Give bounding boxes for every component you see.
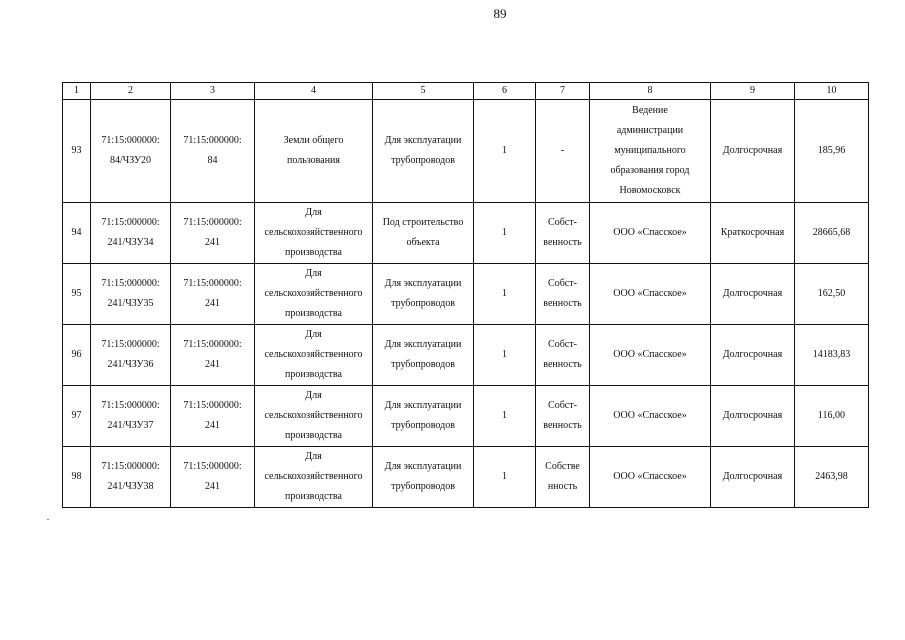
- count-cell: [474, 325, 536, 386]
- count-text: 1: [502, 145, 507, 156]
- row-number-text: 96: [71, 349, 82, 360]
- new-cadastral-number-text: 71:15:000000: 84/ЧЗУ20: [101, 135, 160, 166]
- land-category-cell: [255, 203, 373, 264]
- new-cadastral-number-cell: [91, 264, 171, 325]
- land-category-cell: [255, 386, 373, 447]
- land-category-text: Для сельскохозяйственного производства: [264, 451, 363, 502]
- land-category-text: Для сельскохозяйственного производства: [264, 329, 363, 380]
- land-category-text: Для сельскохозяйственного производства: [264, 268, 363, 319]
- new-cadastral-number-cell: [91, 447, 171, 508]
- row-number-cell: [63, 386, 91, 447]
- term-cell: [711, 100, 795, 203]
- header-col-9: 9: [711, 83, 795, 100]
- source-cadastral-number-cell: [171, 325, 255, 386]
- permitted-use-cell: [373, 203, 474, 264]
- source-cadastral-number-text: 71:15:000000: 241: [183, 461, 242, 492]
- term-cell: [711, 325, 795, 386]
- right-holder-cell: [590, 447, 711, 508]
- table-row: [63, 447, 869, 508]
- area-cell: [795, 203, 869, 264]
- right-holder-text: ООО «Спасское»: [613, 227, 687, 238]
- new-cadastral-number-text: 71:15:000000: 241/ЧЗУ34: [101, 217, 160, 248]
- permitted-use-text: Для эксплуатации трубопроводов: [384, 400, 462, 431]
- count-cell: [474, 100, 536, 203]
- row-number-cell: [63, 264, 91, 325]
- area-text: 162,50: [817, 288, 846, 299]
- row-number-cell: [63, 447, 91, 508]
- right-type-cell: [536, 100, 590, 203]
- right-type-cell: [536, 203, 590, 264]
- term-text: Краткосрочная: [720, 227, 785, 238]
- source-cadastral-number-cell: [171, 100, 255, 203]
- source-cadastral-number-text: 71:15:000000: 84: [183, 135, 242, 166]
- right-holder-cell: [590, 100, 711, 203]
- term-text: Долгосрочная: [722, 145, 783, 156]
- header-row: [63, 83, 869, 100]
- row-number-text: 97: [71, 410, 82, 421]
- right-holder-text: Ведение администрации муниципального образования город Новомосковск: [610, 105, 690, 196]
- count-text: 1: [502, 288, 507, 299]
- land-category-text: Для сельскохозяйственного производства: [264, 207, 363, 258]
- header-col-7: 7: [536, 83, 590, 100]
- term-text: Долгосрочная: [722, 349, 783, 360]
- term-text: Долгосрочная: [722, 471, 783, 482]
- term-cell: [711, 386, 795, 447]
- new-cadastral-number-text: 71:15:000000: 241/ЧЗУ36: [101, 339, 160, 370]
- area-cell: [795, 386, 869, 447]
- land-category-cell: [255, 325, 373, 386]
- land-category-text: Для сельскохозяйственного производства: [264, 390, 363, 441]
- count-text: 1: [502, 410, 507, 421]
- right-type-cell: [536, 386, 590, 447]
- new-cadastral-number-text: 71:15:000000: 241/ЧЗУ37: [101, 400, 160, 431]
- term-text: Долгосрочная: [722, 288, 783, 299]
- header-col-10: 10: [795, 83, 869, 100]
- row-number-cell: [63, 203, 91, 264]
- new-cadastral-number-text: 71:15:000000: 241/ЧЗУ38: [101, 461, 160, 492]
- new-cadastral-number-cell: [91, 100, 171, 203]
- right-type-text: Собст- венность: [543, 217, 582, 248]
- land-category-cell: [255, 264, 373, 325]
- scan-speck: [47, 519, 49, 520]
- count-text: 1: [502, 471, 507, 482]
- source-cadastral-number-text: 71:15:000000: 241: [183, 278, 242, 309]
- header-col-5: 5: [373, 83, 474, 100]
- permitted-use-text: Для эксплуатации трубопроводов: [384, 339, 462, 370]
- new-cadastral-number-cell: [91, 325, 171, 386]
- land-category-cell: [255, 447, 373, 508]
- permitted-use-cell: [373, 264, 474, 325]
- term-cell: [711, 447, 795, 508]
- table-row: [63, 100, 869, 203]
- new-cadastral-number-cell: [91, 386, 171, 447]
- header-col-6: 6: [474, 83, 536, 100]
- row-number-cell: [63, 325, 91, 386]
- header-col-3: 3: [171, 83, 255, 100]
- header-col-1: 1: [63, 83, 91, 100]
- area-cell: [795, 447, 869, 508]
- right-holder-cell: [590, 264, 711, 325]
- source-cadastral-number-cell: [171, 386, 255, 447]
- table-row: [63, 386, 869, 447]
- right-type-text: Собст- венность: [543, 400, 582, 431]
- right-type-text: Собст- венность: [543, 339, 582, 370]
- right-type-cell: [536, 264, 590, 325]
- table-row: [63, 264, 869, 325]
- area-cell: [795, 100, 869, 203]
- right-holder-cell: [590, 325, 711, 386]
- permitted-use-cell: [373, 386, 474, 447]
- area-text: 185,96: [817, 145, 846, 156]
- land-category-cell: [255, 100, 373, 203]
- right-holder-text: ООО «Спасское»: [613, 288, 687, 299]
- right-type-text: -: [560, 145, 565, 156]
- right-type-cell: [536, 447, 590, 508]
- count-text: 1: [502, 349, 507, 360]
- count-cell: [474, 264, 536, 325]
- new-cadastral-number-cell: [91, 203, 171, 264]
- area-text: 2463,98: [815, 471, 848, 482]
- header-col-4: 4: [255, 83, 373, 100]
- header-col-2: 2: [91, 83, 171, 100]
- row-number-text: 95: [71, 288, 82, 299]
- term-text: Долгосрочная: [722, 410, 783, 421]
- permitted-use-text: Для эксплуатации трубопроводов: [384, 278, 462, 309]
- term-cell: [711, 264, 795, 325]
- area-text: 28665,68: [812, 227, 851, 238]
- term-cell: [711, 203, 795, 264]
- source-cadastral-number-text: 71:15:000000: 241: [183, 339, 242, 370]
- count-cell: [474, 447, 536, 508]
- page-number: 89: [493, 6, 507, 21]
- row-number-text: 94: [71, 227, 82, 238]
- row-number-text: 93: [71, 145, 82, 156]
- area-cell: [795, 325, 869, 386]
- right-holder-cell: [590, 203, 711, 264]
- count-cell: [474, 386, 536, 447]
- land-plots-table: [62, 82, 869, 508]
- permitted-use-text: Под строительство объекта: [382, 217, 464, 248]
- source-cadastral-number-cell: [171, 447, 255, 508]
- permitted-use-cell: [373, 100, 474, 203]
- source-cadastral-number-text: 71:15:000000: 241: [183, 400, 242, 431]
- source-cadastral-number-text: 71:15:000000: 241: [183, 217, 242, 248]
- right-type-text: Собст- венность: [543, 278, 582, 309]
- permitted-use-text: Для эксплуатации трубопроводов: [384, 135, 462, 166]
- table-row: [63, 203, 869, 264]
- source-cadastral-number-cell: [171, 264, 255, 325]
- permitted-use-cell: [373, 447, 474, 508]
- right-type-text: Собстве нность: [545, 461, 580, 492]
- right-holder-cell: [590, 386, 711, 447]
- source-cadastral-number-cell: [171, 203, 255, 264]
- area-cell: [795, 264, 869, 325]
- right-holder-text: ООО «Спасское»: [613, 471, 687, 482]
- land-category-text: Земли общего пользования: [283, 135, 344, 166]
- area-text: 14183,83: [812, 349, 851, 360]
- header-col-8: 8: [590, 83, 711, 100]
- right-holder-text: ООО «Спасское»: [613, 410, 687, 421]
- permitted-use-cell: [373, 325, 474, 386]
- area-text: 116,00: [817, 410, 846, 421]
- table-row: [63, 325, 869, 386]
- table-body: [63, 100, 869, 508]
- count-cell: [474, 203, 536, 264]
- count-text: 1: [502, 227, 507, 238]
- new-cadastral-number-text: 71:15:000000: 241/ЧЗУ35: [101, 278, 160, 309]
- right-holder-text: ООО «Спасское»: [613, 349, 687, 360]
- row-number-cell: [63, 100, 91, 203]
- row-number-text: 98: [71, 471, 82, 482]
- right-type-cell: [536, 325, 590, 386]
- permitted-use-text: Для эксплуатации трубопроводов: [384, 461, 462, 492]
